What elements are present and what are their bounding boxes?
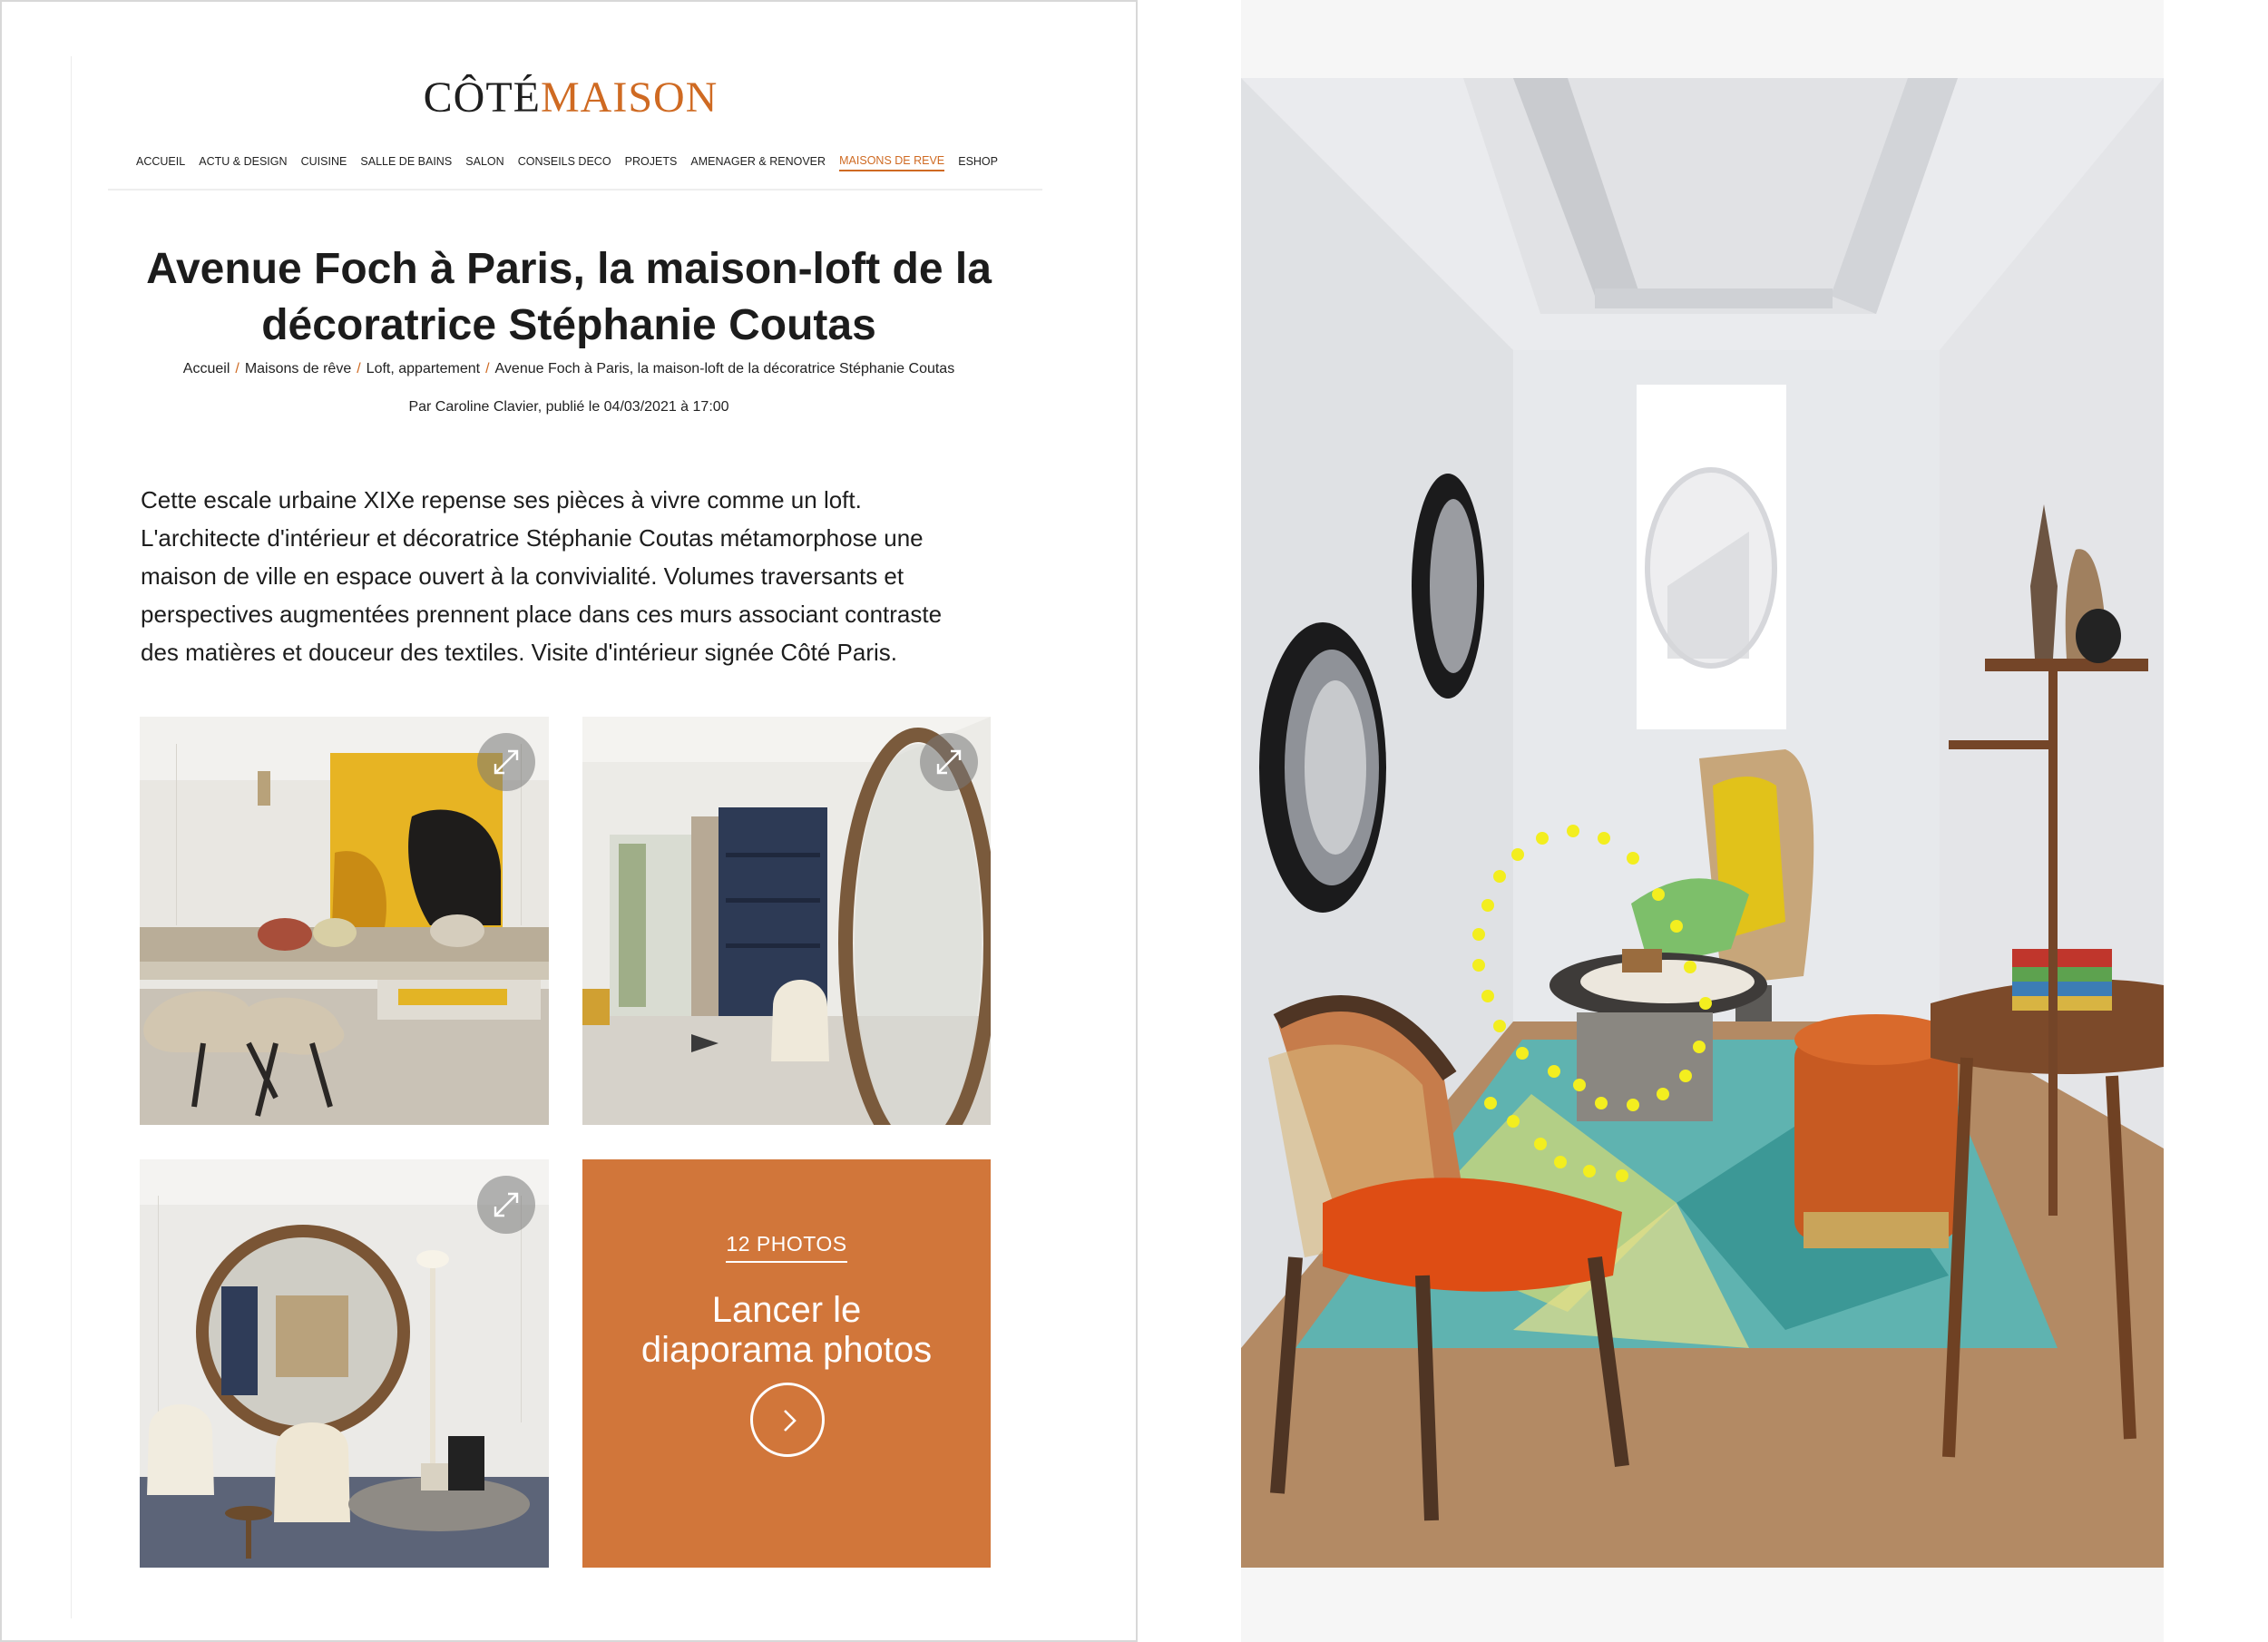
intro-line: maison de ville en espace ouvert à la convivialité. Volumes traversants et [141,562,904,590]
slideshow-start-button[interactable] [750,1383,825,1457]
photo-count [582,1232,991,1256]
page-edge [2164,0,2268,1642]
breadcrumb-separator: / [485,361,490,376]
nav-item-salon[interactable]: SALON [465,154,504,168]
chevron-right-icon [777,1407,802,1434]
nav-item-amenager-renover[interactable]: AMENAGER & RENOVER [690,154,826,168]
slideshow-cta-line-2: diaporama photos [640,1330,933,1370]
breadcrumb [109,361,1029,377]
slideshow-cta-line-1: Lancer le [711,1290,862,1330]
slideshow-cta [582,1290,991,1370]
gallery-thumbnail-living-room[interactable] [140,717,549,1125]
nav-item-maisons-de-reve[interactable]: MAISONS DE REVE [839,154,944,171]
expand-button[interactable] [920,733,978,791]
article-title [109,241,1029,354]
gallery-thumbnail-library-mirror[interactable] [582,717,991,1125]
breadcrumb-separator: / [235,361,240,376]
breadcrumb-separator: / [357,361,361,376]
reading-corner-photo [1241,78,2164,1568]
page-margin-rule [71,56,72,1618]
nav-item-conseils-deco[interactable]: CONSEILS DECO [517,154,611,168]
breadcrumb-accueil[interactable]: Accueil [182,361,230,376]
photo-count-label: 12 PHOTOS [726,1232,846,1263]
gallery-thumbnail-round-mirror[interactable] [140,1159,549,1568]
nav-item-cuisine[interactable]: CUISINE [300,154,347,168]
article-intro [141,481,1002,671]
expand-icon [492,1190,521,1219]
logo-part-maison: MAISON [540,73,719,122]
article-title-line-2: décoratrice Stéphanie Coutas [261,301,876,349]
expand-icon [492,748,521,777]
nav-item-accueil[interactable]: ACCUEIL [136,154,186,168]
article-title-line-1: Avenue Foch à Paris, la maison-loft de la [146,245,992,293]
main-nav [136,151,998,174]
nav-item-projets[interactable]: PROJETS [624,154,678,168]
logo-part-cote: CÔTÉ [423,73,541,122]
nav-item-salle-de-bains[interactable]: SALLE DE BAINS [360,154,453,168]
page-gutter [1138,0,1241,1642]
nav-divider [108,189,1042,191]
nav-item-eshop[interactable]: ESHOP [958,154,998,168]
breadcrumb-loft-appartement[interactable]: Loft, appartement [366,361,481,376]
site-logo[interactable] [2,73,1139,122]
nav-item-actu-design[interactable]: ACTU & DESIGN [199,154,288,168]
expand-button[interactable] [477,733,535,791]
intro-line: perspectives augmentées prennent place dans ces murs associant contraste [141,601,943,628]
byline: Par Caroline Clavier, publié le 04/03/2021 à 17:00 [408,399,729,415]
slideshow-launch-tile[interactable] [582,1159,991,1568]
intro-line: Cette escale urbaine XIXe repense ses pièces à vivre comme un loft. [141,486,862,513]
expand-button[interactable] [477,1176,535,1234]
intro-line: des matières et douceur des textiles. Visite d'intérieur signée Côté Paris. [141,639,898,666]
intro-line: L'architecte d'intérieur et décoratrice Stéphanie Coutas métamorphose une [141,524,924,552]
breadcrumb-current: Avenue Foch à Paris, la maison-loft de la décoratrice Stéphanie Coutas [494,361,955,376]
featured-photo [1241,78,2164,1568]
expand-icon [934,748,963,777]
breadcrumb-maisons-de-reve[interactable]: Maisons de rêve [244,361,352,376]
